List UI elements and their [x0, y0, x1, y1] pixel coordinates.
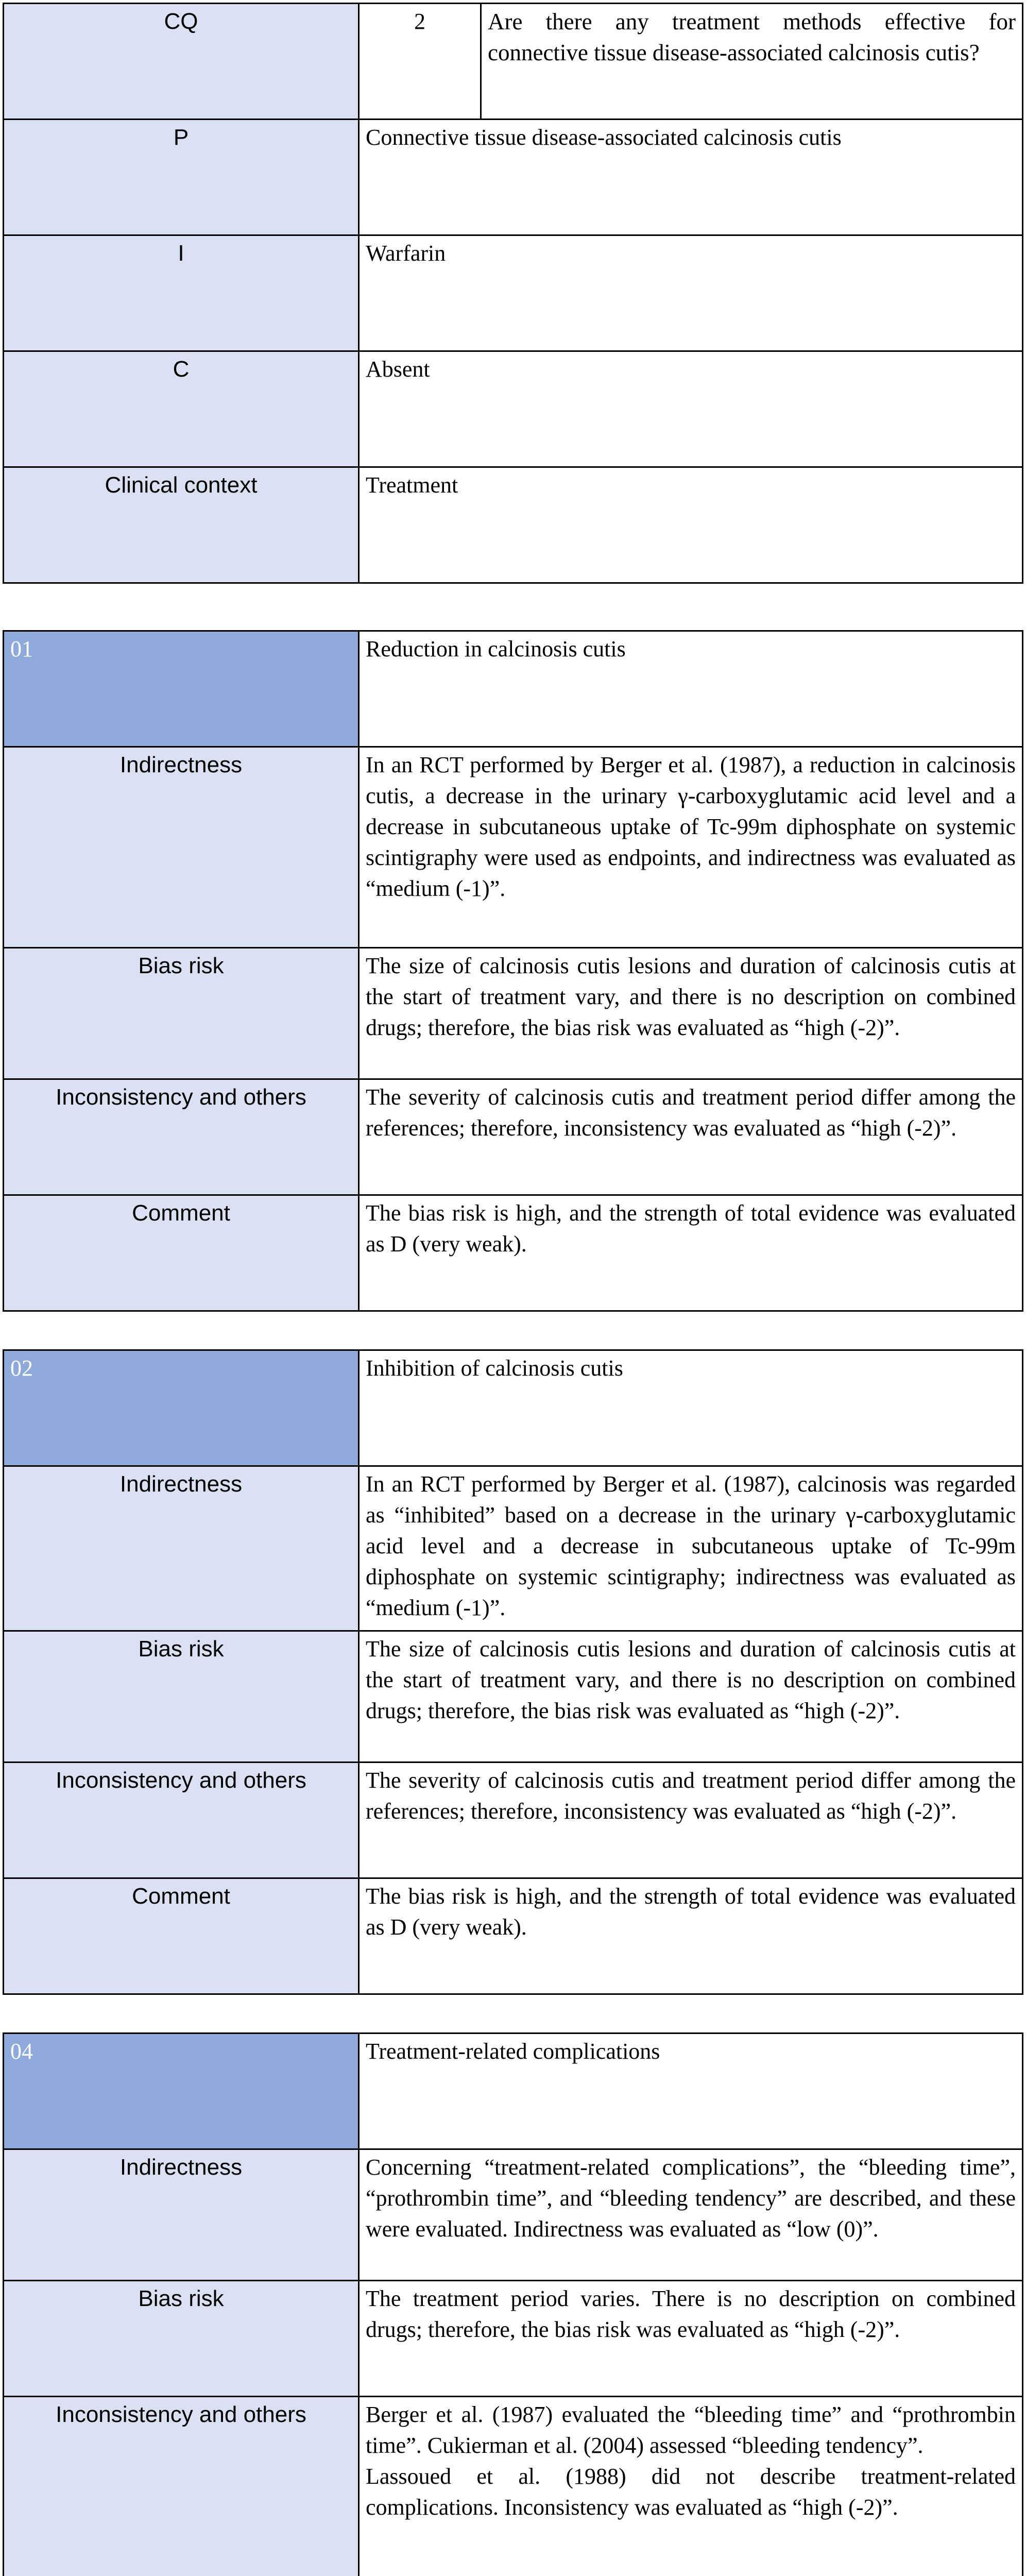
inconsistency-value: The severity of calcinosis cutis and treatment period differ among the references; therefore, inconsistency was evaluated as “high (-2)”. — [359, 1079, 1023, 1195]
bias-risk-row — [4, 948, 1023, 1079]
outcome-number: 04 — [4, 2033, 359, 2149]
bias-risk-value: The size of calcinosis cutis lesions and duration of calcinosis cutis at the start of treatment vary, and there is no description on combined drugs; therefore, the bias risk was evaluated as “high (-2)”. — [359, 1631, 1023, 1762]
indirectness-value: In an RCT performed by Berger et al. (1987), a reduction in calcinosis cutis, a decrease in the urinary γ-carboxyglutamic acid level and a decrease in subcutaneous uptake of Tc-99m diphosphate on systemic scintigraphy were used as endpoints, and indirectness was evaluated as “medium (-1)”. — [359, 747, 1023, 948]
outcome-number: 01 — [4, 631, 359, 747]
outcome-title: Treatment-related complications — [359, 2033, 1023, 2149]
comment-label: Comment — [4, 1195, 359, 1311]
inconsistency-paragraph: Lassoued et al. (1988) did not describe treatment-related complications. Inconsistency was evaluated as “high (-2)”. — [366, 2464, 1016, 2520]
pico-value-p: Connective tissue disease-associated calcinosis cutis — [359, 120, 1023, 235]
bias-risk-label: Bias risk — [4, 948, 359, 1079]
outcome-table-04 — [3, 2032, 1023, 2576]
bias-risk-row — [4, 2281, 1023, 2397]
indirectness-row — [4, 747, 1023, 948]
outcome-header-row — [4, 631, 1023, 747]
pico-value-c: Absent — [359, 351, 1023, 467]
inconsistency-value — [359, 2397, 1023, 2576]
pico-row-p — [4, 120, 1023, 235]
pico-row-c — [4, 351, 1023, 467]
comment-value: The bias risk is high, and the strength of total evidence was evaluated as D (very weak). — [359, 1195, 1023, 1311]
pico-label-i: I — [4, 235, 359, 351]
inconsistency-row — [4, 1762, 1023, 1878]
comment-row — [4, 1878, 1023, 1994]
bias-risk-value: The treatment period varies. There is no description on combined drugs; therefore, the bias risk was evaluated as “high (-2)”. — [359, 2281, 1023, 2397]
inconsistency-label: Inconsistency and others — [4, 2397, 359, 2576]
pico-row-clinical-context — [4, 467, 1023, 583]
outcome-title: Inhibition of calcinosis cutis — [359, 1350, 1023, 1466]
cq-row — [4, 4, 1023, 120]
comment-value: The bias risk is high, and the strength of total evidence was evaluated as D (very weak). — [359, 1878, 1023, 1994]
inconsistency-row — [4, 1079, 1023, 1195]
bias-risk-label: Bias risk — [4, 2281, 359, 2397]
cq-number: 2 — [359, 4, 481, 120]
bias-risk-row — [4, 1631, 1023, 1762]
cq-label: CQ — [4, 4, 359, 120]
pico-label-clinical-context: Clinical context — [4, 467, 359, 583]
pico-row-i — [4, 235, 1023, 351]
comment-label: Comment — [4, 1878, 359, 1994]
indirectness-row — [4, 1466, 1023, 1631]
inconsistency-paragraph: Berger et al. (1987) evaluated the “bleeding time” and “prothrombin time”. Cukierman et al. (2004) assessed “bleeding tendency”. — [366, 2402, 1016, 2458]
indirectness-value: Concerning “treatment-related complications”, the “bleeding time”, “prothrombin time”, and “bleeding tendency” are described, and these were evaluated. Indirectness was evaluated as “low (0)”. — [359, 2149, 1023, 2281]
outcome-header-row — [4, 2033, 1023, 2149]
pico-label-p: P — [4, 120, 359, 235]
bias-risk-label: Bias risk — [4, 1631, 359, 1762]
pico-value-clinical-context: Treatment — [359, 467, 1023, 583]
indirectness-label: Indirectness — [4, 747, 359, 948]
outcome-title: Reduction in calcinosis cutis — [359, 631, 1023, 747]
pico-label-c: C — [4, 351, 359, 467]
cq-question: Are there any treatment methods effective for connective tissue disease-associated calcinosis cutis? — [481, 4, 1023, 120]
outcome-table-02 — [3, 1349, 1023, 1995]
bias-risk-value: The size of calcinosis cutis lesions and duration of calcinosis cutis at the start of treatment vary, and there is no description on combined drugs; therefore, the bias risk was evaluated as “high (-2)”. — [359, 948, 1023, 1079]
indirectness-label: Indirectness — [4, 2149, 359, 2281]
inconsistency-label: Inconsistency and others — [4, 1079, 359, 1195]
indirectness-value: In an RCT performed by Berger et al. (1987), calcinosis was regarded as “inhibited” based on a decrease in the urinary γ-carboxyglutamic acid level and a decrease in subcutaneous uptake of Tc-99m diphosphate on systemic scintigraphy; indirectness was evaluated as “medium (-1)”. — [359, 1466, 1023, 1631]
outcome-number: 02 — [4, 1350, 359, 1466]
outcome-table-01 — [3, 630, 1023, 1312]
outcome-header-row — [4, 1350, 1023, 1466]
comment-row — [4, 1195, 1023, 1311]
indirectness-label: Indirectness — [4, 1466, 359, 1631]
pico-value-i: Warfarin — [359, 235, 1023, 351]
inconsistency-row — [4, 2397, 1023, 2576]
cq-table — [3, 3, 1023, 584]
inconsistency-label: Inconsistency and others — [4, 1762, 359, 1878]
inconsistency-value: The severity of calcinosis cutis and treatment period differ among the references; therefore, inconsistency was evaluated as “high (-2)”. — [359, 1762, 1023, 1878]
indirectness-row — [4, 2149, 1023, 2281]
